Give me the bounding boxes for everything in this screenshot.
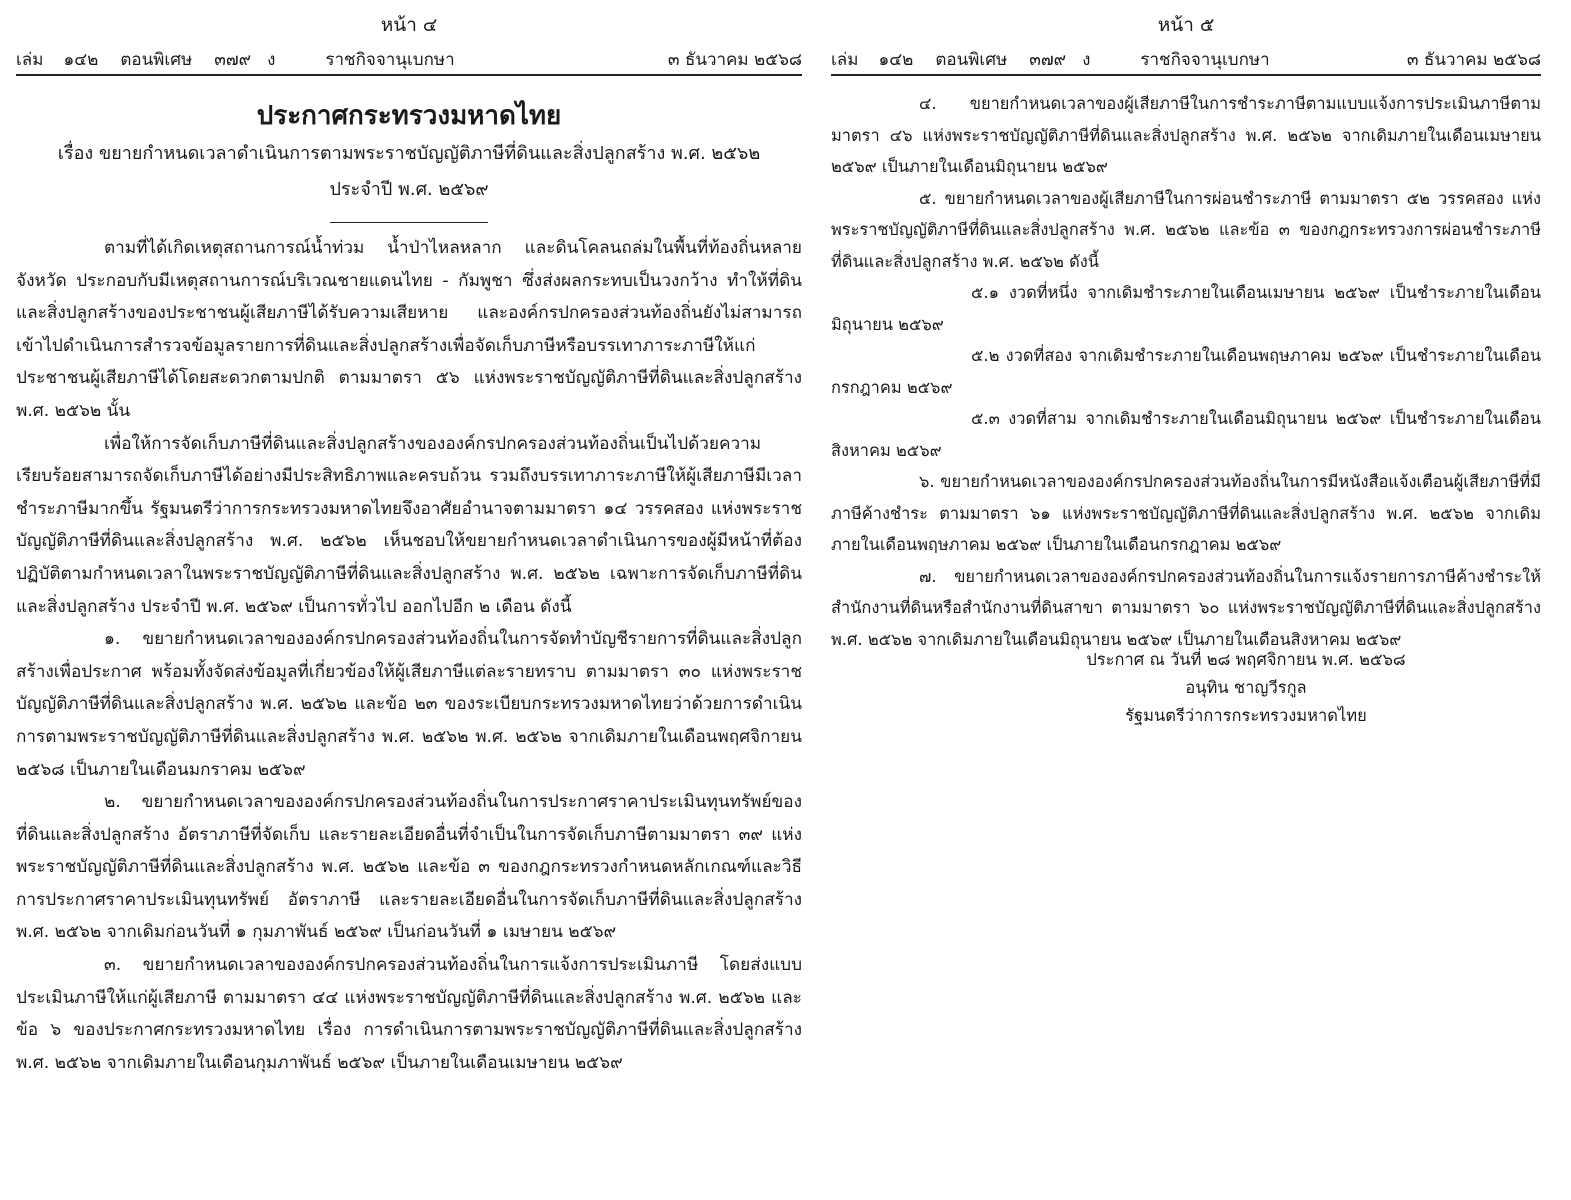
issue-label: ตอนพิเศษ bbox=[935, 49, 1008, 70]
gazette-name: ราชกิจจานุเบกษา bbox=[1140, 49, 1270, 70]
title-divider bbox=[330, 222, 488, 223]
announcement-subject: เรื่อง ขยายกำหนดเวลาดำเนินการตามพระราชบัญญัติภาษีที่ดินและสิ่งปลูกสร้าง พ.ศ. ๒๕๖๒ bbox=[57, 143, 761, 164]
clause-2: ๒. ขยายกำหนดเวลาขององค์กรปกครองส่วนท้องถิ่นในการประกาศราคาประเมินทุนทรัพย์ของที่ดินและสิ่งปลูกสร้าง อัตราภาษีที่จัดเก็บ และรายละเอียดอื่นที่จำเป็นในการจัดเก็บภาษีตามมาตรา ๓๙ แห่งพระราชบัญญัติภาษีที่ดินและสิ่งปลูกสร้าง พ.ศ. ๒๕๖๒ และข้อ ๓ ของกฎกระทรวงกำหนดหลักเกณฑ์และวิธีการประกาศราคาประเมินทุนทรัพย์ อัตราภาษี และรายละเอียดอื่นในการจัดเก็บภาษีที่ดินและสิ่งปลูกสร้าง พ.ศ. ๒๕๖๒ จากเดิมก่อนวันที่ ๑ กุมภาพันธ์ ๒๕๖๙ เป็นก่อนวันที่ ๑ เมษายน ๒๕๖๙ bbox=[16, 792, 802, 943]
clause-4: ๔. ขยายกำหนดเวลาของผู้เสียภาษีในการชำระภาษีตามแบบแจ้งการประเมินภาษีตามมาตรา ๔๖ แห่งพระราชบัญญัติภาษีที่ดินและสิ่งปลูกสร้าง พ.ศ. ๒๕๖๒ จากเดิมภายในเดือนเมษายน ๒๕๖๙ เป็นภายในเดือนมิถุนายน ๒๕๖๙ bbox=[831, 94, 1541, 176]
running-header bbox=[16, 44, 802, 76]
publication-date: ๓ ธันวาคม ๒๕๖๘ bbox=[667, 49, 802, 70]
publication-date: ๓ ธันวาคม ๒๕๖๘ bbox=[1406, 49, 1541, 70]
clause-1: ๑. ขยายกำหนดเวลาขององค์กรปกครองส่วนท้องถิ่นในการจัดทำบัญชีรายการที่ดินและสิ่งปลูกสร้างเพื่อประกาศ พร้อมทั้งจัดส่งข้อมูลที่เกี่ยวข้องให้ผู้เสียภาษีแต่ละรายทราบ ตามมาตรา ๓๐ แห่งพระราชบัญญัติภาษีที่ดินและสิ่งปลูกสร้าง พ.ศ. ๒๕๖๒ และข้อ ๒๓ ของระเบียบกระทรวงมหาดไทยว่าด้วยการดำเนินการตามพระราชบัญญัติภาษีที่ดินและสิ่งปลูกสร้าง พ.ศ. ๒๕๖๒ พ.ศ. ๒๕๖๒ จากเดิมภายในเดือนพฤศจิกายน ๒๕๖๘ เป็นภายในเดือนมกราคม ๒๕๖๙ bbox=[16, 629, 802, 780]
announcement-title: ประกาศกระทรวงมหาดไทย bbox=[256, 101, 562, 131]
authority-paragraph: เพื่อให้การจัดเก็บภาษีที่ดินและสิ่งปลูกสร้างขององค์กรปกครองส่วนท้องถิ่นเป็นไปด้วยความเรียบร้อยสามารถจัดเก็บภาษีได้อย่างมีประสิทธิภาพและครบถ้วน รวมถึงบรรเทาภาระภาษีให้ผู้เสียภาษีมีเวลาชำระภาษีมากขึ้น รัฐมนตรีว่าการกระทรวงมหาดไทยจึงอาศัยอำนาจตามมาตรา ๑๔ วรรคสอง แห่งพระราชบัญญัติภาษีที่ดินและสิ่งปลูกสร้าง พ.ศ. ๒๕๖๒ เห็นชอบให้ขยายกำหนดเวลาดำเนินการของผู้มีหน้าที่ต้องปฏิบัติตามกำหนดเวลาในพระราชบัญญัติภาษีที่ดินและสิ่งปลูกสร้าง พ.ศ. ๒๕๖๒ เฉพาะการจัดเก็บภาษีที่ดินและสิ่งปลูกสร้าง ประจำปี พ.ศ. ๒๕๖๙ เป็นการทั่วไป ออกไปอีก ๒ เดือน ดังนี้ bbox=[16, 433, 802, 617]
signatory-position: รัฐมนตรีว่าการกระทรวงมหาดไทย bbox=[1125, 706, 1367, 725]
clause-5-2: ๕.๒ งวดที่สอง จากเดิมชำระภายในเดือนพฤษภาคม ๒๕๖๙ เป็นชำระภายในเดือนกรกฎาคม ๒๕๖๙ bbox=[831, 346, 1541, 397]
body-text bbox=[16, 232, 802, 1079]
issue-label: ตอนพิเศษ bbox=[120, 49, 193, 70]
issue-suffix: ง bbox=[1082, 49, 1091, 70]
issue-number: ๓๗๙ bbox=[214, 49, 252, 70]
volume-label: เล่ม bbox=[16, 49, 44, 70]
clause-5: ๕. ขยายกำหนดเวลาของผู้เสียภาษีในการผ่อนชำระภาษี ตามมาตรา ๕๒ วรรคสอง แห่งพระราชบัญญัติภาษีที่ดินและสิ่งปลูกสร้าง พ.ศ. ๒๕๖๒ และข้อ ๓ ของกฎกระทรวงการผ่อนชำระภาษีที่ดินและสิ่งปลูกสร้าง พ.ศ. ๒๕๖๒ ดังนี้ bbox=[831, 188, 1541, 271]
clause-7: ๗. ขยายกำหนดเวลาขององค์กรปกครองส่วนท้องถิ่นในการแจ้งรายการภาษีค้างชำระให้สำนักงานที่ดินหรือสำนักงานที่ดินสาขา ตามมาตรา ๖๐ แห่งพระราชบัญญัติภาษีที่ดินและสิ่งปลูกสร้าง พ.ศ. ๒๕๖๒ จากเดิมภายในเดือนมิถุนายน ๒๕๖๙ เป็นภายในเดือนสิงหาคม ๒๕๖๙ bbox=[831, 566, 1541, 649]
page-number: หน้า ๔ bbox=[380, 14, 438, 36]
running-header bbox=[831, 44, 1541, 76]
volume-number: ๑๔๒ bbox=[878, 49, 914, 70]
clause-5-1: ๕.๑ งวดที่หนึ่ง จากเดิมชำระภายในเดือนเมษายน ๒๕๖๙ เป็นชำระภายในเดือนมิถุนายน ๒๕๖๙ bbox=[831, 283, 1541, 334]
clause-5-3: ๕.๓ งวดที่สาม จากเดิมชำระภายในเดือนมิถุนายน ๒๕๖๙ เป็นชำระภายในเดือนสิงหาคม ๒๕๖๙ bbox=[831, 409, 1541, 460]
preamble-paragraph: ตามที่ได้เกิดเหตุสถานการณ์น้ำท่วม น้ำป่าไหลหลาก และดินโคลนถล่มในพื้นที่ท้องถิ่นหลายจังหวัด ประกอบกับมีเหตุสถานการณ์บริเวณชายแดนไทย - กัมพูชา ซึ่งส่งผลกระทบเป็นวงกว้าง ทำให้ที่ดินและสิ่งปลูกสร้างของประชาชนผู้เสียภาษีได้รับความเสียหาย และองค์กรปกครองส่วนท้องถิ่นยังไม่สามารถเข้าไปดำเนินการสำรวจข้อมูลรายการที่ดินและสิ่งปลูกสร้างเพื่อจัดเก็บภาษีหรือบรรเทาภาระภาษีให้แก่ประชาชนผู้เสียภาษีได้โดยสะดวกตามปกติ ตามมาตรา ๕๖ แห่งพระราชบัญญัติภาษีที่ดินและสิ่งปลูกสร้าง พ.ศ. ๒๕๖๒ นั้น bbox=[16, 238, 802, 421]
page-number: หน้า ๕ bbox=[1157, 14, 1215, 36]
clause-6: ๖. ขยายกำหนดเวลาขององค์กรปกครองส่วนท้องถิ่นในการมีหนังสือแจ้งเตือนผู้เสียภาษีที่มีภาษีค้างชำระ ตามมาตรา ๖๑ แห่งพระราชบัญญัติภาษีที่ดินและสิ่งปลูกสร้าง พ.ศ. ๒๕๖๒ จากเดิมภายในเดือนพฤษภาคม ๒๕๖๙ เป็นภายในเดือนกรกฎาคม ๒๕๖๙ bbox=[831, 472, 1541, 554]
volume-label: เล่ม bbox=[831, 49, 859, 70]
signature-block bbox=[831, 646, 1541, 730]
signatory-name: อนุทิน ชาญวีรกูล bbox=[1185, 678, 1307, 697]
announced-date: ประกาศ ณ วันที่ ๒๘ พฤศจิกายน พ.ศ. ๒๕๖๘ bbox=[1086, 650, 1406, 669]
announcement-title-block bbox=[16, 96, 802, 223]
announcement-year: ประจำปี พ.ศ. ๒๕๖๙ bbox=[329, 179, 489, 200]
issue-suffix: ง bbox=[267, 49, 276, 70]
volume-number: ๑๔๒ bbox=[63, 49, 99, 70]
gazette-name: ราชกิจจานุเบกษา bbox=[325, 49, 455, 70]
clause-3: ๓. ขยายกำหนดเวลาขององค์กรปกครองส่วนท้องถิ่นในการแจ้งการประเมินภาษี โดยส่งแบบประเมินภาษีให้แก่ผู้เสียภาษี ตามมาตรา ๔๔ แห่งพระราชบัญญัติภาษีที่ดินและสิ่งปลูกสร้าง พ.ศ. ๒๕๖๒ และข้อ ๖ ของประกาศกระทรวงมหาดไทย เรื่อง การดำเนินการตามพระราชบัญญัติภาษีที่ดินและสิ่งปลูกสร้าง พ.ศ. ๒๕๖๒ จากเดิมภายในเดือนกุมภาพันธ์ ๒๕๖๙ เป็นภายในเดือนเมษายน ๒๕๖๙ bbox=[16, 955, 802, 1073]
issue-number: ๓๗๙ bbox=[1029, 49, 1067, 70]
body-text bbox=[831, 88, 1541, 655]
